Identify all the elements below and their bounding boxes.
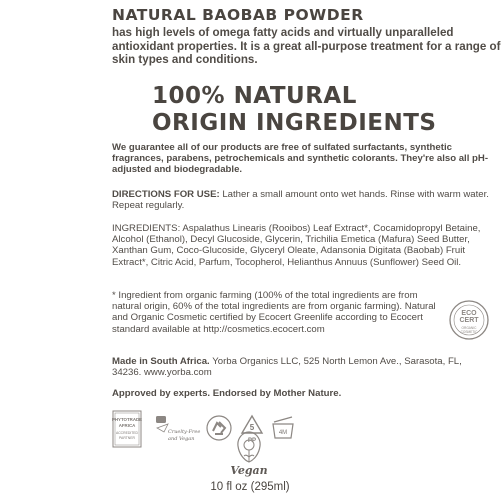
leaping-bunny-seal: [154, 410, 201, 448]
ecocert-seal: [448, 299, 490, 341]
net-volume: 10 fl oz (295ml): [210, 481, 290, 493]
directions-label: DIRECTIONS FOR USE:: [112, 189, 220, 200]
made-in-block: [112, 356, 492, 378]
product-title: NATURAL BAOBAB POWDER: [112, 6, 364, 24]
phytotrade-text-4: PARTNER: [119, 436, 135, 440]
headline-line-2: ORIGIN INGREDIENTS: [152, 110, 437, 136]
bunny-text-2: and Vegan: [168, 436, 195, 442]
ingredients-label: INGREDIENTS:: [112, 223, 181, 234]
intro-text: has high levels of omega fatty acids and virtually unparalleled antioxidant properties. It is a great all-purpose treatment for a range of skin types and conditions.: [112, 26, 501, 67]
guarantee-text: We guarantee all of our products are free of sulfated surfactants, synthetic fragrances, parabens, petrochemicals and synthetic colorants. They're also all pH-adjusted and biodegradable.: [112, 142, 489, 176]
ecocert-text-1: ECO: [461, 310, 477, 317]
ingredients-text: Aspalathus Linearis (Rooibos) Leaf Extract*, Cocamidopropyl Betaine, Alcohol (Ethanol), Decyl Glucoside, Glycerin, Trichilia Emetica (Mafura) Seed Butter, Xanthan Gum, Coco-Glucoside, Glyceryl Oleate, Adansonia Digitata (Baobab) Fruit Extract*, Citric Acid, Parfum, Tocopherol, Helianthus Annuus (Sunflower) Seed Oil.: [112, 223, 481, 268]
bunny-icon: [156, 416, 166, 423]
phytotrade-seal: [112, 410, 142, 448]
directions-block: [112, 189, 492, 211]
phytotrade-text-3: ACCREDITED: [115, 431, 139, 435]
recycling-code: 5: [249, 423, 255, 432]
made-in-label: Made in South Africa.: [112, 356, 210, 367]
vegan-label: Vegan: [230, 464, 268, 477]
ecocert-text-3: ORGANIC: [461, 326, 477, 330]
open-jar-period: 4M: [278, 430, 288, 436]
phytotrade-text-1: PHYTOTRADE: [111, 417, 143, 422]
vegan-seal: [222, 426, 277, 478]
made-in-text: Yorba Organics LLC, 525 North Lemon Ave., Sarasota, FL, 34236. www.yorba.com: [112, 356, 462, 379]
approved-tagline: Approved by experts. Endorsed by Mother Nature.: [112, 388, 342, 399]
bunny-text-1: Cruelty-Free: [168, 429, 201, 435]
headline-line-1: 100% NATURAL: [152, 83, 357, 109]
phytotrade-text-2: AFRICA: [118, 423, 136, 428]
ecocert-text-2: CERT: [459, 317, 479, 324]
recycling-material: PP: [247, 438, 257, 444]
organic-footnote: * Ingredient from organic farming (100% of the total ingredients are from natural origin, 60% of the total ingredients are from organic farming). Natural and Organic Cosmetic certified by Ecocert Greenlife according to Ecocert standard available at http://cosmetics.ecocert.com: [112, 290, 436, 335]
ecocert-text-4: COSMETIC: [460, 330, 478, 334]
directions-text: Lather a small amount onto wet hands. Rinse with warm water. Repeat regularly.: [112, 189, 489, 212]
ingredients-block: [112, 223, 492, 268]
